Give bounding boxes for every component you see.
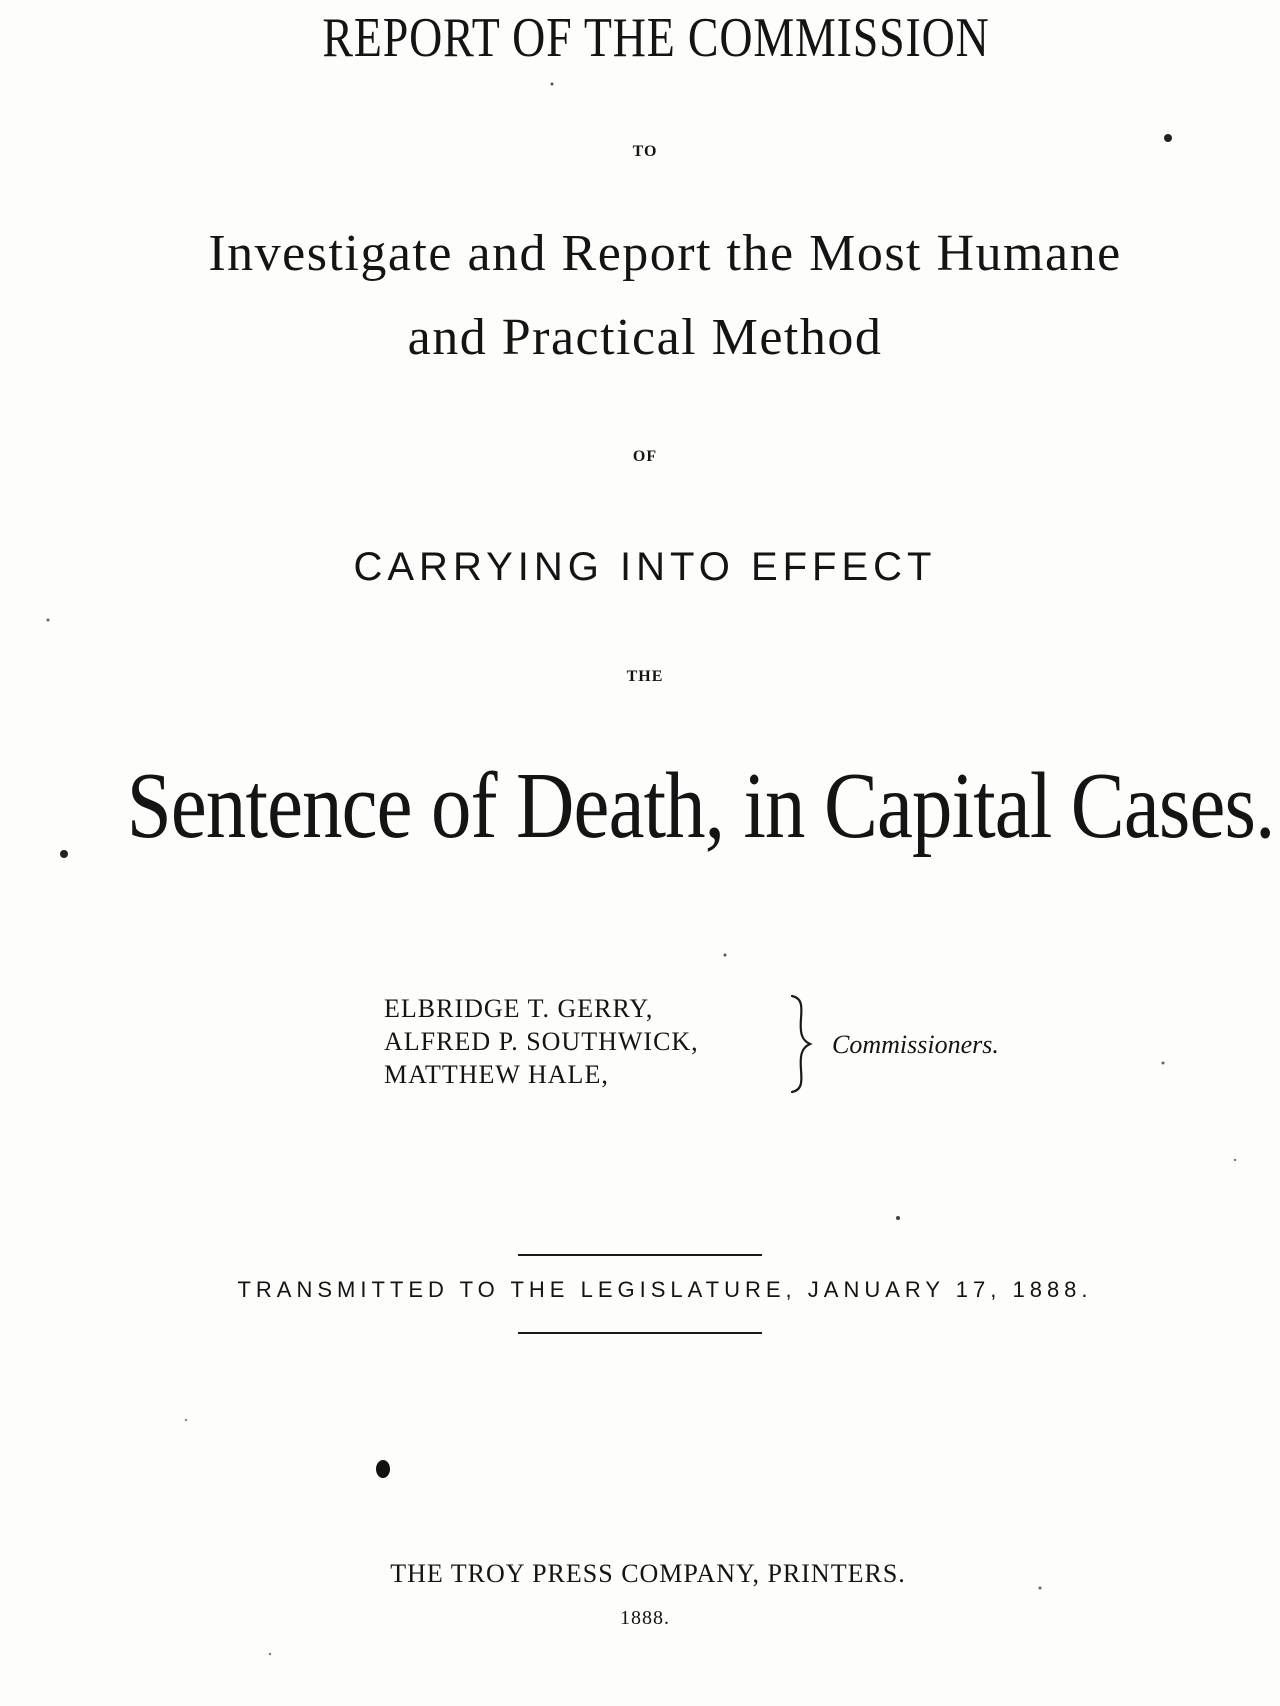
commissioner-name: ELBRIDGE T. GERRY, [384, 994, 654, 1023]
ink-speck [1234, 1159, 1236, 1161]
commissioner-names [384, 992, 699, 1091]
ink-speck [724, 954, 727, 957]
title-line-investigate: Investigate and Report the Most Humane [208, 225, 1122, 282]
ink-speck [269, 1653, 271, 1655]
title-line-practical-method: and Practical Method [407, 309, 883, 366]
printer-imprint: THE TROY PRESS COMPANY, PRINTERS. [390, 1559, 906, 1588]
ink-speck [185, 1419, 187, 1421]
connector-word-of: OF [632, 448, 658, 465]
ink-speck [376, 1460, 390, 1478]
ink-speck [1162, 1062, 1165, 1065]
ink-speck [896, 1216, 900, 1220]
commissioners-block [384, 992, 1064, 1102]
divider-rule-bottom [518, 1332, 762, 1334]
connector-word-the: THE [626, 668, 664, 685]
curly-brace-icon [784, 992, 820, 1096]
imprint-year: 1888. [620, 1607, 670, 1629]
ink-speck [551, 83, 554, 86]
commissioner-name: MATTHEW HALE, [384, 1060, 609, 1089]
commissioners-role-label: Commissioners. [832, 1030, 999, 1059]
ink-speck [47, 619, 50, 622]
transmittal-line: TRANSMITTED TO THE LEGISLATURE, JANUARY 17, 1888. [237, 1277, 1093, 1302]
ink-speck [60, 850, 68, 858]
title-line-carrying-into-effect: CARRYING INTO EFFECT [353, 545, 937, 589]
title-line-report: REPORT OF THE COMMISSION [322, 7, 990, 69]
connector-word-to: TO [632, 143, 658, 160]
divider-rule-top [518, 1254, 762, 1256]
title-line-sentence-of-death: Sentence of Death, in Capital Cases. [126, 754, 1275, 858]
ink-speck [1164, 134, 1172, 142]
commissioner-name: ALFRED P. SOUTHWICK, [384, 1027, 699, 1056]
